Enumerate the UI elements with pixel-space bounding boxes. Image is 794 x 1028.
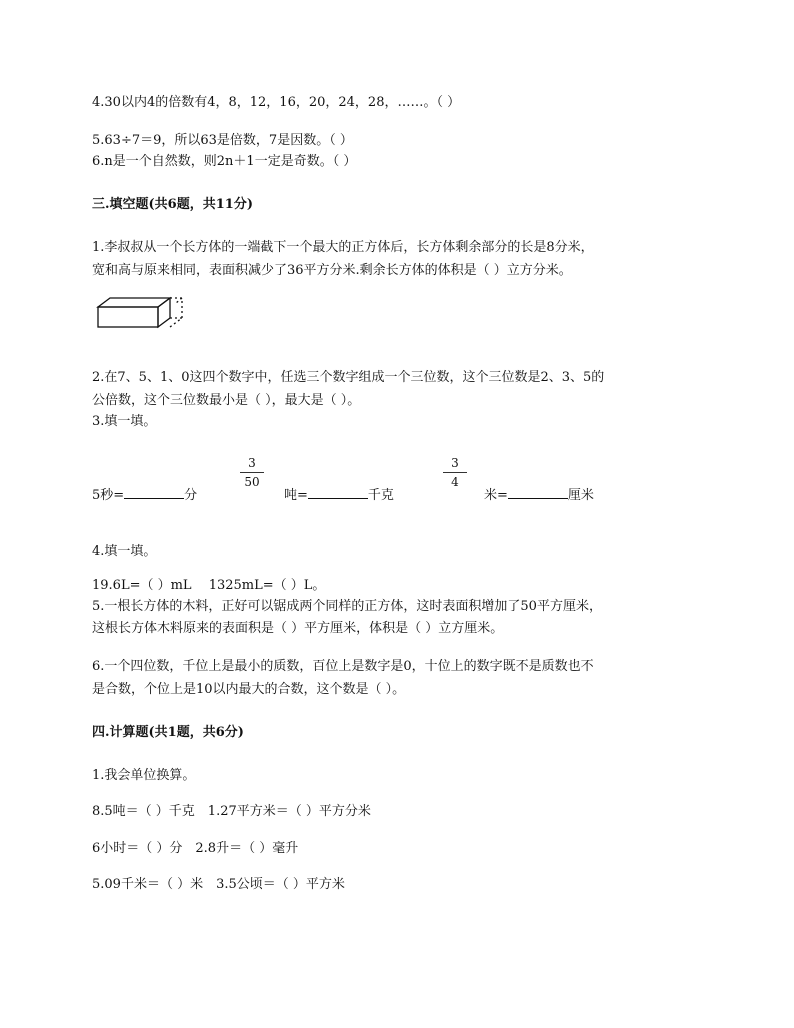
fill-q1-line2: 宽和高与原来相同，表面积减少了36平方分米.剩余长方体的体积是（ ）立方分米。 (92, 263, 572, 278)
fraction-bar (240, 472, 264, 473)
section3-heading: 三.填空题(共6题，共11分) (92, 197, 253, 212)
answer-blank[interactable] (508, 485, 568, 499)
fraction-denominator: 4 (451, 475, 459, 489)
fill-q3-item3-unit: 厘米 (567, 488, 594, 503)
judgement-q6: 6.n是一个自然数，则2n＋1一定是奇数。（ ） (92, 154, 357, 169)
fill-q1-line1: 1.李叔叔从一个长方体的一端截下一个最大的正方体后，长方体剩余部分的长是8分米， (92, 240, 594, 255)
fill-q5-line1: 5.一根长方体的木料，正好可以锯成两个同样的正方体，这时表面积增加了50平方厘米， (92, 599, 602, 614)
fraction-3-4 (443, 456, 467, 489)
section4-heading: 四.计算题(共1题，共6分) (92, 725, 244, 740)
fill-q3-item3 (484, 485, 594, 505)
fill-q3-item3-prefix: 米= (484, 488, 508, 503)
fill-q3-item1-unit: 分 (184, 488, 198, 503)
judgement-q4: 4.30以内4的倍数有4，8，12，16，20，24，28，……。（ ） (92, 95, 461, 110)
fill-q3-item2-unit: 千克 (367, 488, 394, 503)
fraction-3-50 (240, 456, 264, 489)
fill-q6-line1: 6.一个四位数，千位上是最小的质数，百位上是数字是0，十位上的数字既不是质数也不 (92, 659, 594, 674)
fill-q2-line2: 公倍数，这个三位数最小是（ ），最大是（ ）。 (92, 393, 361, 408)
calc-q1-title: 1.我会单位换算。 (92, 768, 196, 783)
fraction-bar (443, 472, 467, 473)
fill-q3-item1 (92, 485, 197, 505)
fill-q3-item2 (284, 485, 394, 505)
calc-row1: 8.5吨＝（ ）千克 1.27平方米＝（ ）平方分米 (92, 804, 371, 819)
fill-q4-title: 4.填一填。 (92, 544, 157, 559)
fraction-denominator: 50 (244, 475, 260, 489)
fill-q4-line: 19.6L=（ ）mL 1325mL=（ ）L。 (92, 578, 326, 593)
fill-q3-item1-prefix: 5秒= (92, 488, 125, 503)
answer-blank[interactable] (124, 485, 184, 499)
fill-q6-line2: 是合数，个位上是10以内最大的合数，这个数是（ ）。 (92, 682, 406, 697)
cuboid-figure (96, 295, 192, 331)
fill-q2-line1: 2.在7、5、1、0这四个数字中，任选三个数字组成一个三位数，这个三位数是2、3、5的 (92, 370, 605, 385)
calc-row3: 5.09千米＝（ ）米 3.5公顷＝（ ）平方米 (92, 877, 345, 892)
fraction-numerator: 3 (451, 456, 459, 470)
fill-q3-title: 3.填一填。 (92, 414, 157, 429)
fill-q5-line2: 这根长方体木料原来的表面积是（ ）平方厘米，体积是（ ）立方厘米。 (92, 621, 504, 636)
calc-row2: 6小时＝（ ）分 2.8升＝（ ）毫升 (92, 841, 299, 856)
fraction-numerator: 3 (248, 456, 256, 470)
answer-blank[interactable] (308, 485, 368, 499)
fill-q3-item2-prefix: 吨= (284, 488, 308, 503)
judgement-q5: 5.63÷7＝9，所以63是倍数，7是因数。（ ） (92, 133, 353, 148)
